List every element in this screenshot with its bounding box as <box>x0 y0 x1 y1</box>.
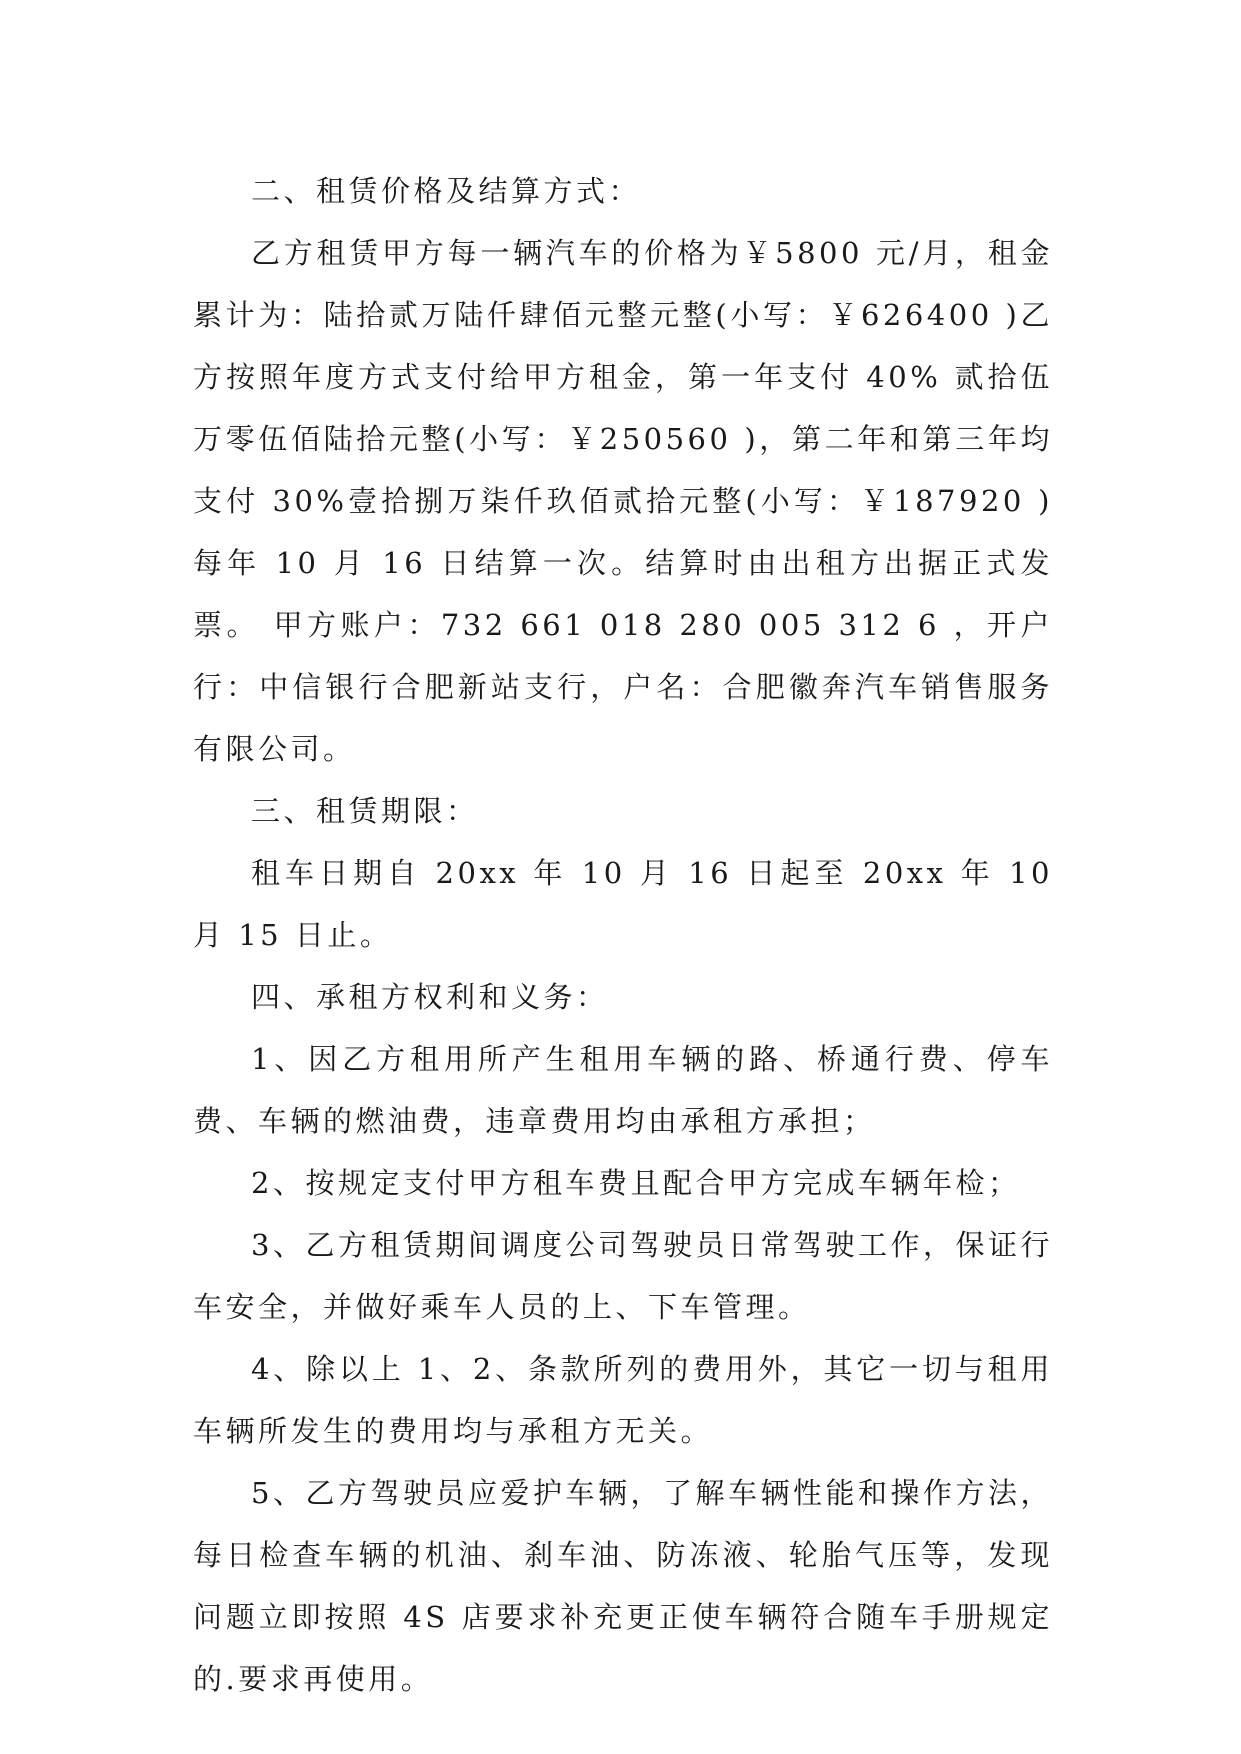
list-item-2: 2、按规定支付甲方租车费且配合甲方完成车辆年检； <box>251 1166 1021 1200</box>
section-heading-price: 二、租赁价格及结算方式： <box>251 174 642 208</box>
list-item-4: 4、除以上 1、2、条款所列的费用外，其它一切与租用车辆所发生的费用均与承租方无关。 <box>193 1352 1053 1448</box>
paragraph-price-terms: 乙方租赁甲方每一辆汽车的价格为￥5800 元/月，租金累计为：陆拾贰万陆仟肆佰元整元整(小写：￥626400 )乙方按照年度方式支付给甲方租金，第一年支付 40% 贰拾伍万零伍佰陆拾元整(小写：￥250560 )，第二年和第三年均支付 30%壹拾捌万柒仟玖佰贰拾元整(小写：￥187920 )每年 10 月 16 日结算一次。结算时由出租方出据正式发票。 甲方账户：732 661 018 280 005 312 6 ，开户行：中信银行合肥新站支行，户名：合肥徽奔汽车销售服务有限公司。 <box>193 236 1053 766</box>
document-page <box>193 160 1053 1710</box>
section-heading-rights: 四、承租方权利和义务： <box>251 980 609 1014</box>
list-item-5: 5、乙方驾驶员应爱护车辆，了解车辆性能和操作方法，每日检查车辆的机油、刹车油、防冻液、轮胎气压等，发现问题立即按照 4S 店要求补充更正使车辆符合随车手册规定的.要求再使用。 <box>193 1476 1053 1696</box>
list-item-1: 1、因乙方租用所产生租用车辆的路、桥通行费、停车费、车辆的燃油费，违章费用均由承租方承担； <box>193 1042 1053 1138</box>
paragraph-rental-period: 租车日期自 20xx 年 10 月 16 日起至 20xx 年 10 月 15 日止。 <box>193 856 1053 952</box>
section-heading-term: 三、租赁期限： <box>251 794 479 828</box>
list-item-3: 3、乙方租赁期间调度公司驾驶员日常驾驶工作，保证行车安全，并做好乘车人员的上、下车管理。 <box>193 1228 1053 1324</box>
